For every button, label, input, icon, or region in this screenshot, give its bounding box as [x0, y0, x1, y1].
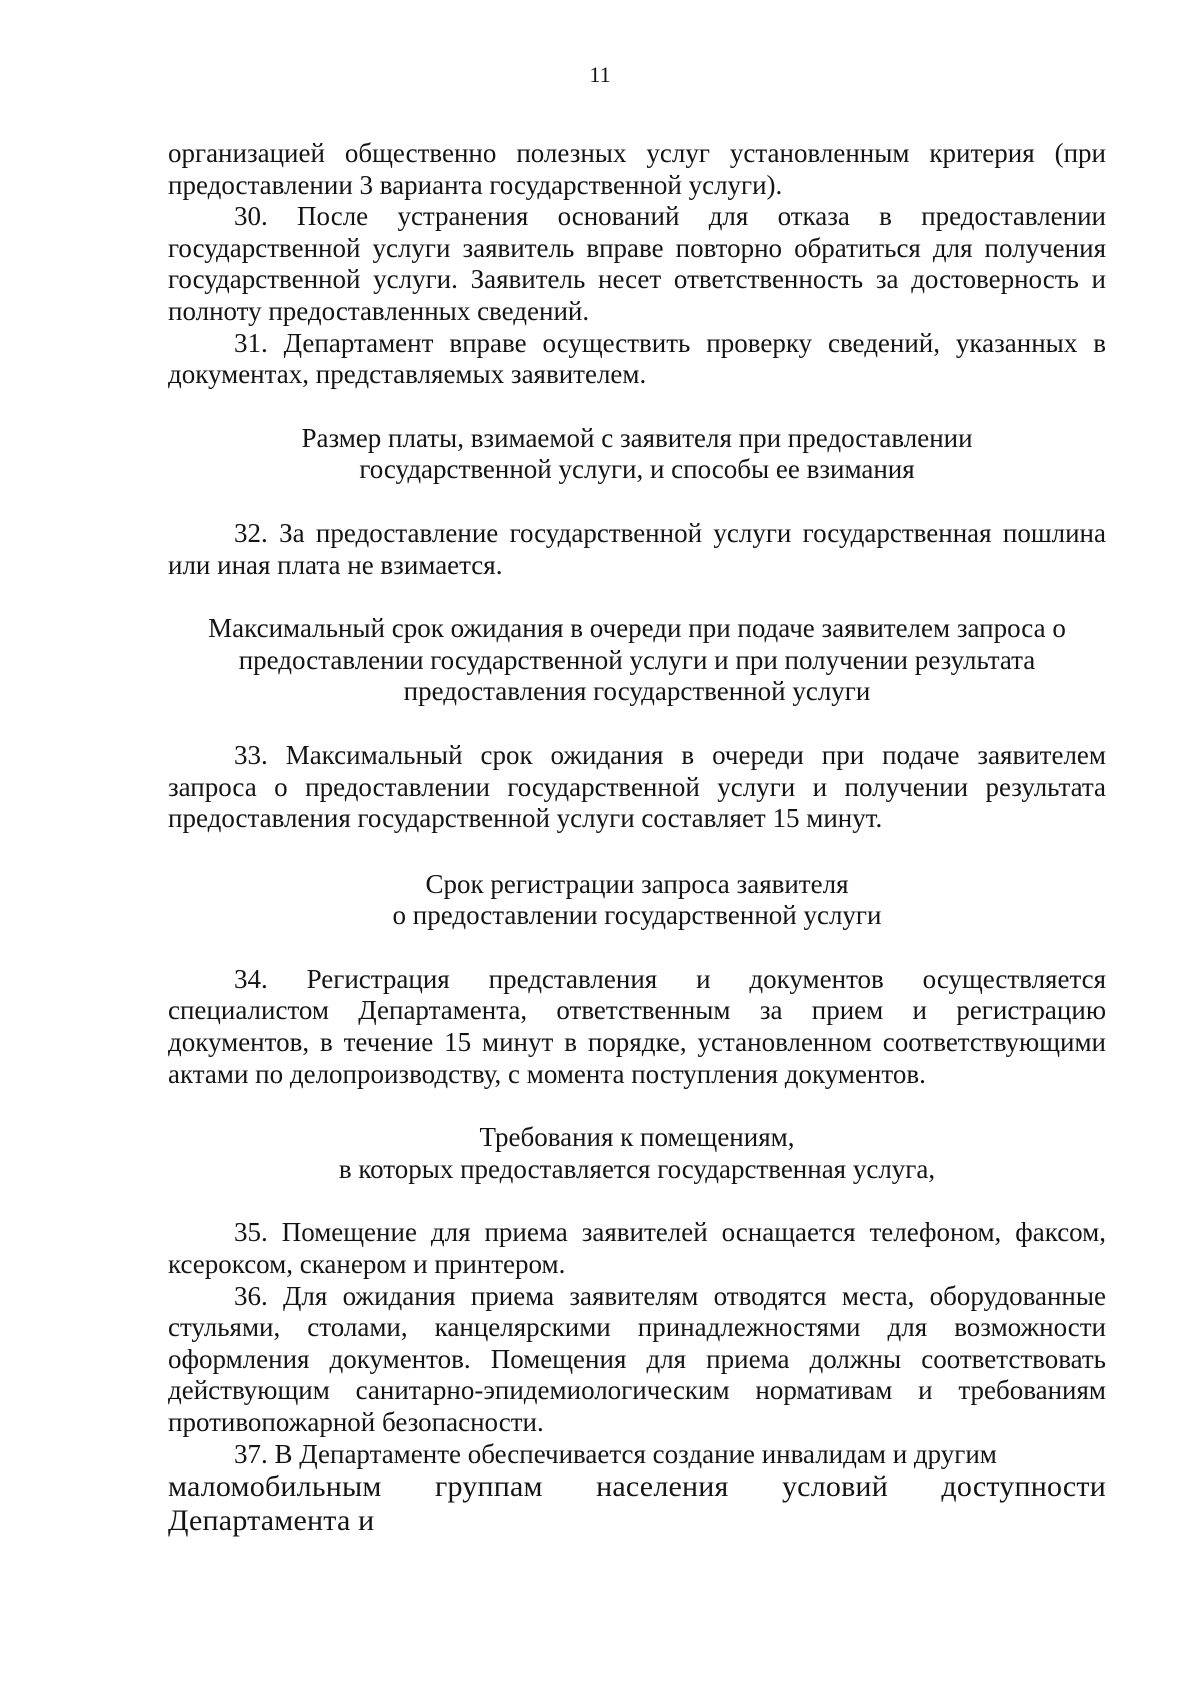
- paragraph-32: 32. За предоставление государственной услуги государственная пошлина или иная плата не взимается.: [168, 517, 1106, 580]
- heading-line: Размер платы, взимаемой с заявителя при предоставлении: [301, 422, 973, 453]
- document-body: [168, 138, 1106, 1538]
- paragraph-31: 31. Департамент вправе осуществить проверку сведений, указанных в документах, представляемых заявителем.: [168, 327, 1106, 390]
- paragraph-37-line-2: маломобильным группам населения условий доступности Департамента и: [168, 1470, 1106, 1538]
- heading-line: Срок регистрации запроса заявителя: [425, 868, 849, 899]
- heading-line: предоставления государственной услуги: [403, 676, 871, 707]
- heading-line: Требования к помещениям,: [479, 1122, 795, 1153]
- page-number: 11: [589, 62, 611, 87]
- section-heading-fee: [168, 423, 1106, 486]
- heading-line: о предоставлении государственной услуги: [392, 900, 882, 931]
- paragraph-36: 36. Для ожидания приема заявителям отводятся места, оборудованные стульями, столами, канцелярскими принадлежностями для возможности оформления документов. Помещения для приема должны соответствовать действующим санитарно-эпидемиологическим нормативам и требованиям противопожарной безопасности.: [168, 1280, 1106, 1437]
- paragraph-30: 30. После устранения оснований для отказа в предоставлении государственной услуги заявитель вправе повторно обратиться для получения государственной услуги. Заявитель несет ответственность за достоверность и полноту предоставленных сведений.: [168, 201, 1106, 326]
- paragraph-34: 34. Регистрация представления и документов осуществляется специалистом Департамента, ответственным за прием и регистрацию документов, в течение 15 минут в порядке, установленном соответствующими актами по делопроизводству, с момента поступления документов.: [168, 963, 1106, 1089]
- heading-line: предоставлении государственной услуги и при получении результата: [238, 644, 1036, 675]
- paragraph-35: 35. Помещение для приема заявителей оснащается телефоном, факсом, ксероксом, сканером и принтером.: [168, 1217, 1106, 1280]
- paragraph-37-line-1: 37. В Департаменте обеспечивается создание инвалидам и другим: [234, 1438, 997, 1469]
- heading-line: государственной услуги, и способы ее взимания: [359, 454, 915, 485]
- paragraph-intro: организацией общественно полезных услуг установленным критерия (при предоставлении 3 варианта государственной услуги).: [168, 138, 1106, 200]
- heading-line: Максимальный срок ожидания в очереди при подаче заявителем запроса о: [208, 613, 1066, 644]
- section-heading-registration: [168, 869, 1106, 932]
- heading-line: в которых предоставляется государственная услуга,: [338, 1153, 936, 1184]
- paragraph-37: [168, 1439, 1106, 1539]
- section-heading-waiting-time: [168, 613, 1106, 708]
- section-heading-premises: [168, 1122, 1106, 1185]
- paragraph-33: 33. Максимальный срок ожидания в очереди при подаче заявителем запроса о предоставлении государственной услуги и получении результата предоставления государственной услуги составляет 15 минут.: [168, 739, 1106, 834]
